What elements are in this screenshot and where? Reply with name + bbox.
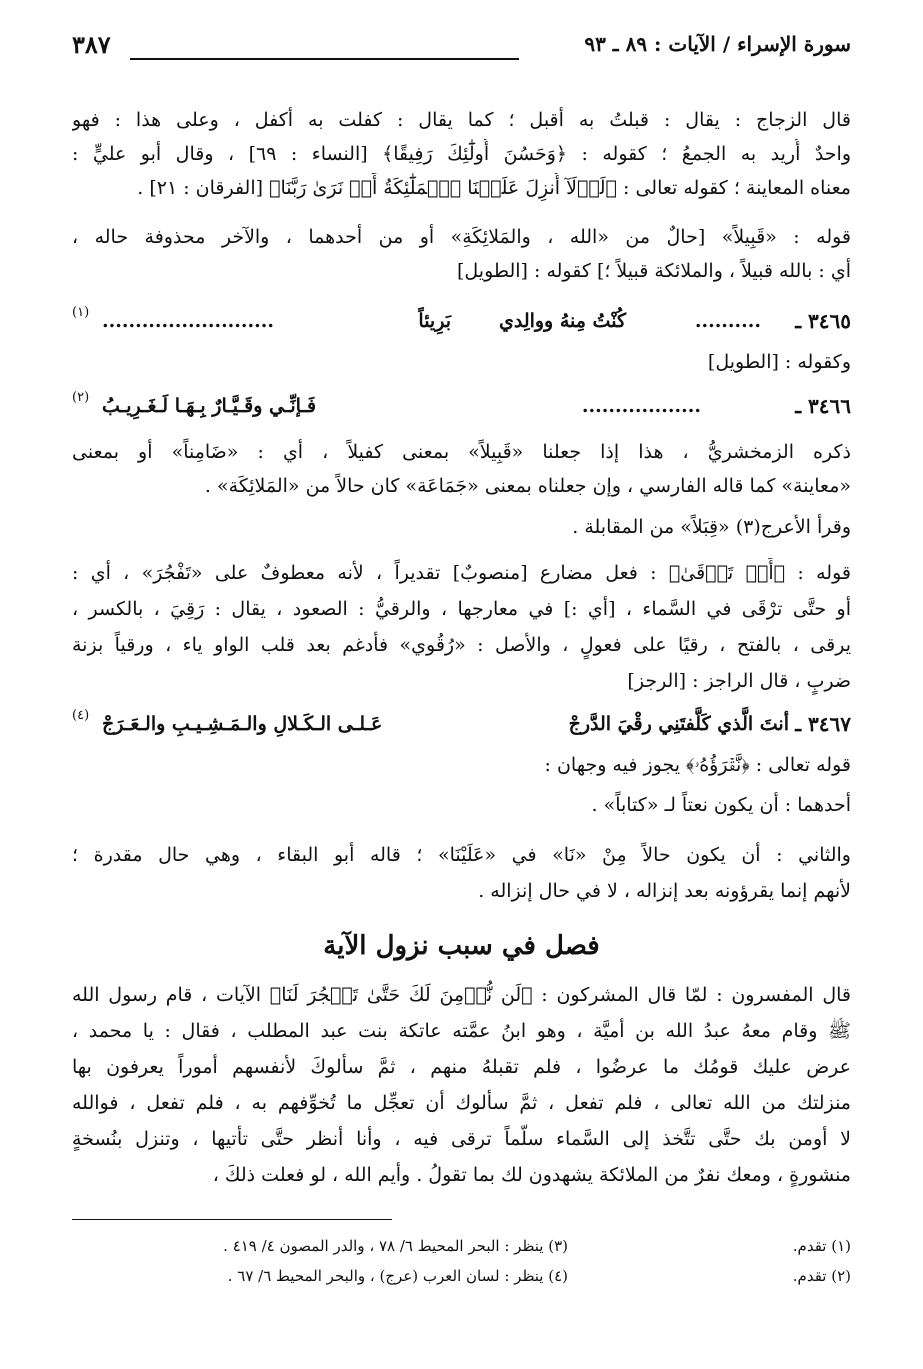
text-line: منزلتك من الله تعالى ، فلم تفعل ، ثمَّ سألوك أن تعجِّل ما تُخوِّفهم به ، فلم تفعل ، فوالله — [72, 1092, 851, 1114]
verse-hemistich-2: فَـإنِّـي وقَـيَّـارٌ بِـهَـا لَـغَـرِيـبُ — [102, 395, 317, 417]
text-line: وقرأ الأعرج(٣) «قِبَلاً» من المقابلة . — [572, 516, 851, 538]
text-line: وكقوله : [الطويل] — [707, 351, 851, 373]
poem-verse — [72, 305, 851, 337]
footnote: (٢) تقدم. — [792, 1267, 851, 1285]
text-line: قوله : ﴿أَوۡ تَرۡقَىٰ﴾ : فعل مضارع [منصوبٌ] تقديراً ، لأنه معطوفٌ على «تَفْجُرَ» ، أي : — [72, 562, 851, 584]
text-line: لا أومن بك حتَّى تتَّخذ إلى السَّماء سلَّماً ترقى فيه ، وأنا أنظر حتَّى تأتيها ، وتنزل بنُسخةٍ — [72, 1128, 851, 1150]
text-line: معناه المعاينة ؛ كقوله تعالى : ﴿لَوۡلَآ أُنزِلَ عَلَيۡنَا ٱلۡمَلَٰٓئِكَةُ أَوۡ نَرَىٰ رَبَّنَا﴾ [الفرقان : ٢١] . — [137, 177, 851, 199]
section-title: فصل في سبب نزول الآية — [323, 931, 600, 961]
text-line: «معاينة» كما قاله الفارسي ، وإن جعلناه بمعنى «جَمَاعَة» كان حالاً من «المَلائِكَة» . — [204, 475, 851, 497]
text-line: ذكره الزمخشريُّ ، هذا إذا جعلنا «قَبِيلاً» بمعنى كفيلاً ، أي : «ضَامِناً» أو بمعنى — [72, 441, 851, 463]
verse-dots: .......... — [694, 310, 761, 332]
footnote-rule — [72, 1219, 392, 1220]
text-line: أو حتَّى ترْقَى في السَّماء ، [أي :] في معارجها ، والرقيُّ : الصعود ، يقال : رَقِيَ ، بالكسر ، — [72, 598, 851, 620]
header-title: سورة الإسراء / الآيات : ٨٩ ـ ٩٣ — [584, 32, 851, 56]
header-rule — [130, 58, 519, 60]
text-line: أحدهما : أن يكون نعتاً لـ «كتاباً» . — [591, 794, 851, 816]
verse-hemistich-2: عَـلـى الـكَـلالِ والـمَـشِـيـبِ والـعَـرَجْ — [102, 713, 383, 735]
footnote: (٤) ينظر : لسان العرب (عرج) ، والبحر المحيط ٦/ ٦٧ . — [227, 1267, 568, 1285]
text-line: قال الزجاج : يقال : قبلتُ به أقبل ؛ كما يقال : كفلت به أكفل ، وعلى هذا : فهو — [72, 109, 851, 131]
footnote-marker: (٤) — [72, 708, 90, 723]
verse-number: ٣٤٦٥ ـ — [795, 309, 851, 333]
text-line: والثاني : أن يكون حالاً مِنْ «نَا» في «عَلَيْنَا» ؛ قاله أبو البقاء ، وهي حال مقدرة ؛ — [72, 844, 851, 866]
footnote-marker: (٢) — [72, 390, 90, 405]
text-line: قوله تعالى : ﴿نَّقۡرَؤُهُۥ﴾ يجوز فيه وجهان : — [544, 754, 851, 776]
page-header — [72, 28, 851, 68]
text-line: ضربٍ ، قال الراجز : [الرجز] — [627, 670, 851, 692]
text-line: قال المفسرون : لمّا قال المشركون : ﴿لَن نُّؤۡمِنَ لَكَ حَتَّىٰ تَفۡجُرَ لَنَا﴾ الآيات ، قام رسول الله — [72, 984, 851, 1006]
verse-dots: .......................... — [102, 310, 274, 332]
text-line: ﷺ وقام معهُ عبدُ الله بن أميَّة ، وهو ابنُ عمَّته عاتكة بنت عبد المطلب ، فقال : يا محمد ، — [72, 1020, 851, 1042]
verse-hemistich-1: .................. — [581, 395, 701, 417]
verse-hemistich-1: أنتَ الَّذي كَلَّفتَنِي رقْيَ الدَّرجْ — [568, 713, 789, 735]
footnote-marker: (١) — [72, 305, 90, 320]
page-number: ٣٨٧ — [72, 30, 111, 59]
text-line: أي : بالله قبيلاً ، والملائكة قبيلاً ؛] كقوله : [الطويل] — [457, 260, 851, 282]
verse-number: ٣٤٦٧ ـ — [795, 712, 851, 736]
text-line: عرض عليك قومُك ما عرضُوا ، فلم تقبلهُ منهم ، ثمَّ سألوكَ لأنفسهم أموراً يعرفون بها — [72, 1056, 851, 1078]
text-line: يرقى ، بالفتح ، رقيًا على فعولٍ ، والأصل : «رُقُوي» فأدغم بعد قلب الواو ياء ، ورقياً بزنة — [72, 634, 851, 656]
text-line: منشورةٍ ، ومعك نفرٌ من الملائكة يشهدون لك بما تقولُ . وأيم الله ، لو فعلت ذلكَ ، — [212, 1164, 851, 1186]
verse-hemistich-2: بَرِيئاً — [418, 310, 451, 332]
text-line: واحدٌ أُريد به الجمعُ ؛ كقوله : ﴿وَحَسُنَ أُولَٰٓئِكَ رَفِيقًا﴾ [النساء : ٦٩] ، وقال أبو عليٍّ : — [72, 143, 851, 165]
poem-verse — [72, 390, 851, 422]
verse-number: ٣٤٦٦ ـ — [795, 394, 851, 418]
verse-hemistich-1: كُنْتُ مِنهُ ووالِدي — [498, 310, 626, 332]
footnote: (١) تقدم. — [792, 1237, 851, 1255]
text-line: لأنهم إنما يقرؤونه بعد إنزاله ، لا في حال إنزاله . — [478, 880, 851, 902]
text-line: قوله : «قَبِيلاً» [حالٌ من «الله ، والمَلائِكَةِ» أو من أحدهما ، والآخر محذوفة حاله ، — [72, 226, 851, 248]
footnote: (٣) ينظر : البحر المحيط ٦/ ٧٨ ، والدر المصون ٤/ ٤١٩ . — [223, 1237, 568, 1255]
poem-verse — [72, 708, 851, 740]
